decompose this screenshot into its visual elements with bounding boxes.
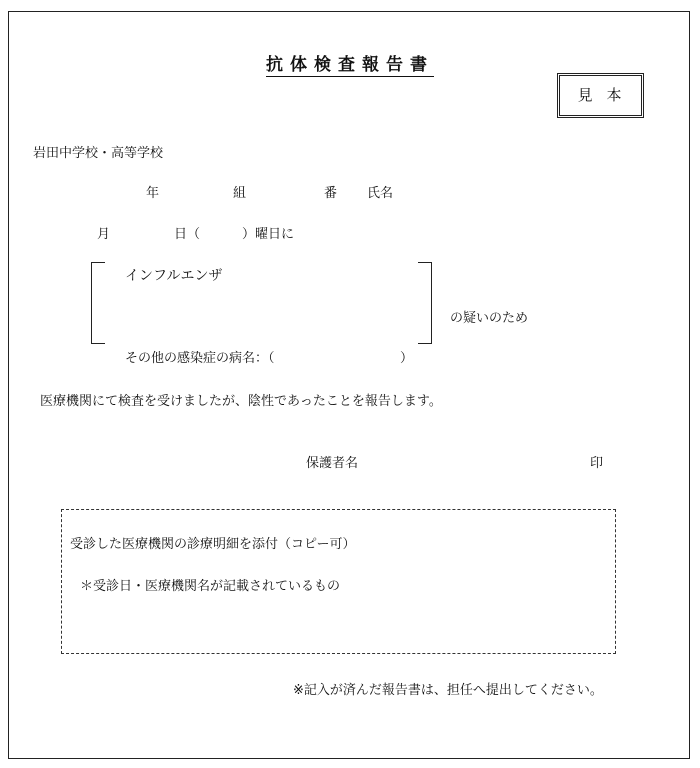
- influenza-option: インフルエンザ: [125, 268, 223, 284]
- other-disease-close: ）: [400, 351, 414, 366]
- guardian-name-label: 保護者名: [306, 456, 359, 471]
- report-statement: 医療機関にて検査を受けましたが、陰性であったことを報告します。: [40, 394, 442, 409]
- sample-stamp: 見本: [557, 73, 644, 118]
- document-title: 抗体検査報告書: [266, 55, 434, 75]
- attachment-note-line1: 受診した医療機関の診療明細を添付（コピー可）: [70, 537, 356, 552]
- student-name-label: 氏名: [367, 186, 394, 201]
- submission-note: ※記入が済んだ報告書は、担任へ提出してください。: [293, 683, 603, 698]
- seal-label: 印: [590, 456, 604, 471]
- left-bracket: [91, 262, 105, 344]
- number-label: 番: [324, 186, 338, 201]
- attachment-note-line2: ＊受診日・医療機関名が記載されているもの: [80, 579, 341, 594]
- weekday-label: ）曜日に: [242, 227, 295, 242]
- suspicion-text: の疑いのため: [450, 311, 529, 326]
- day-label: 日（: [174, 227, 201, 242]
- right-bracket: [418, 262, 432, 344]
- month-label: 月: [97, 227, 111, 242]
- other-disease-label: その他の感染症の病名：（: [125, 351, 275, 366]
- class-label: 組: [233, 186, 247, 201]
- school-name: 岩田中学校・高等学校: [33, 146, 164, 161]
- year-label: 年: [146, 186, 160, 201]
